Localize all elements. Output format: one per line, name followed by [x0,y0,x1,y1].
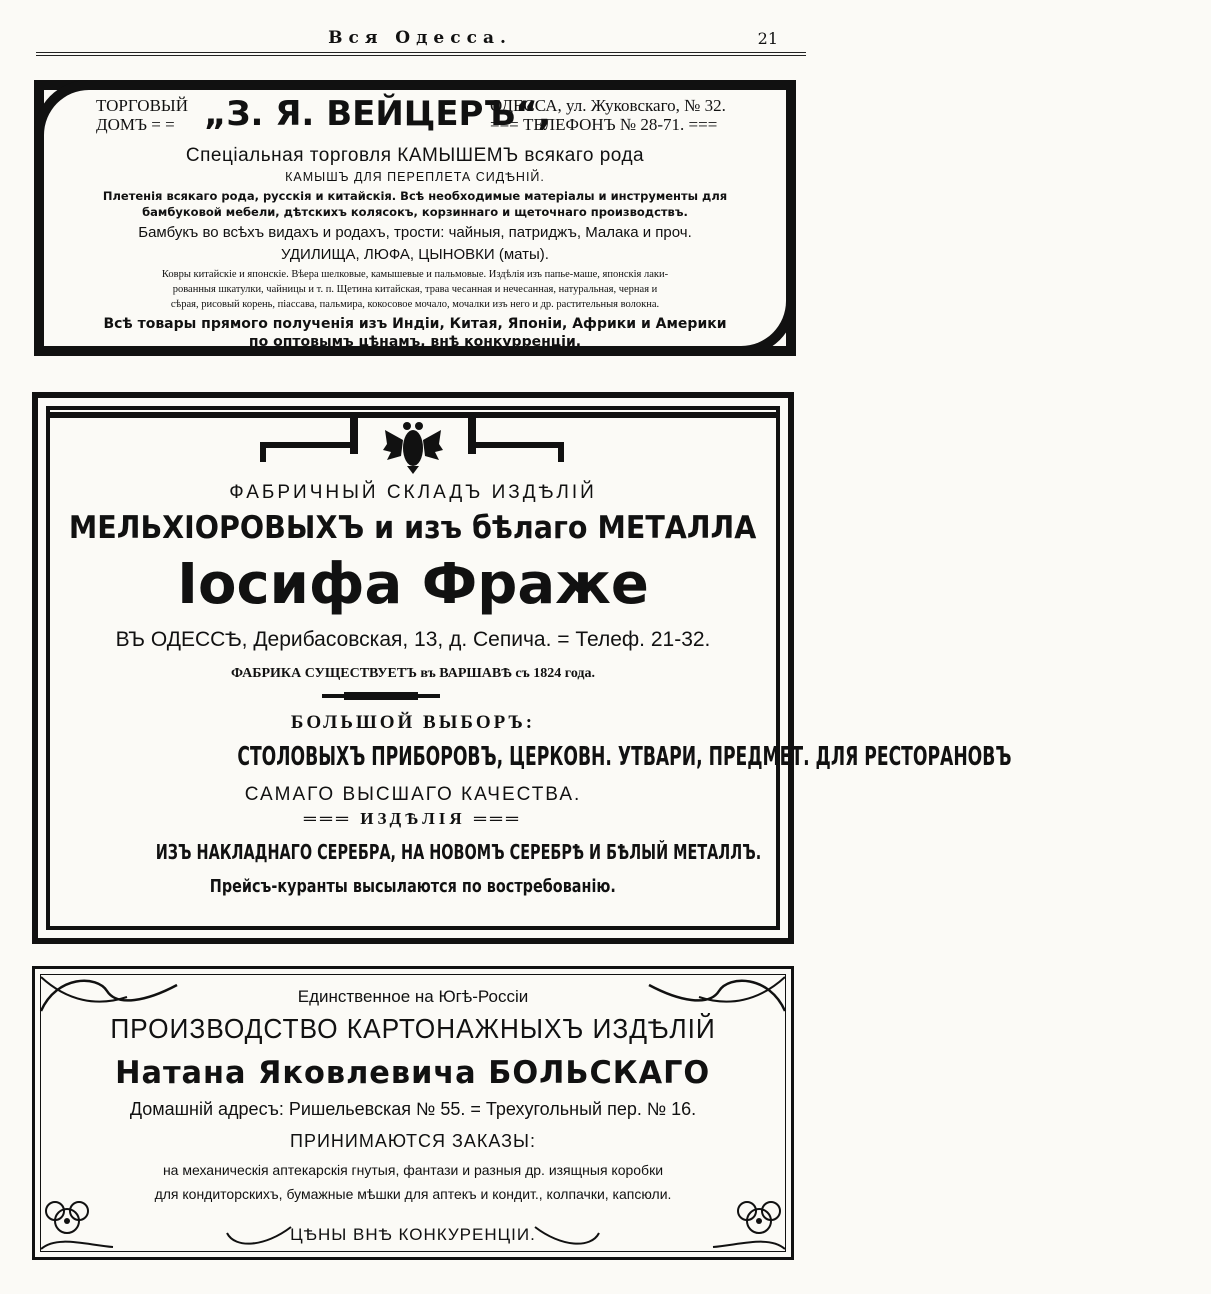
specialty-line: Спеціальная торговля КАМЫШЕМЪ всякаго рода [185,145,645,166]
price-list-line: Прейсъ-куранты высылаются по востребованію. [209,876,617,897]
production-heading: ПРОИЗВОДСТВО КАРТОНАЖНЫХЪ ИЗДѢЛІЙ [110,1013,716,1044]
address: ОДЕССА, ул. Жуковскаго, № 32. [490,96,726,115]
quality-line: САМАГО ВЫСШАГО КАЧЕСТВА. [244,784,582,805]
house-label-1: ТОРГОВЫЙ [96,96,189,115]
body-line: на механическія аптекарскія гнутыя, фантази и разныя др. изящныя коробки [162,1162,664,1178]
phone: === ТЕЛЕФОНЪ № 28-71. === [490,115,718,134]
advert-frage [32,392,1012,944]
body-line: Плетенія всякаго рода, русскія и китайскія. Всѣ необходимые матеріалы и инструменты для [102,189,728,203]
body-line: для кондиторскихъ, бумажные мѣшки для аптекъ и кондит., колпачки, капсюли. [154,1186,672,1202]
heading-line-large: МЕЛЬХІОРОВЫХЪ и изъ бѣлаго МЕТАЛЛА [69,510,757,546]
address: ВЪ ОДЕССѢ, Дерибасовская, 13, д. Сепича. = Телеф. 21-32. [115,628,711,651]
body-line-small: сѣрая, рисовый корень, піассава, пальмира, кокосовое мочало, мочалки изъ него и др. растительныя волокна. [170,299,660,310]
advert-weitzer [34,80,796,356]
firm-name: Іосифа Фраже [177,552,649,617]
materials-line: ИЗЪ НАКЛАДНАГО СЕРЕБРА, НА НОВОМЪ СЕРЕБРѢ И БѢЛЫЙ МЕТАЛЛЪ. [155,840,762,864]
body-line: по оптовымъ цѣнамъ, внѣ конкурренціи. [248,334,582,350]
address: Домашній адресъ: Ришельевская № 55. = Трехугольный пер. № 16. [129,1099,697,1119]
header-rule [36,52,806,56]
divider [344,692,418,700]
heading-line: ФАБРИЧНЫЙ СКЛАДЪ ИЗДѢЛІЙ [229,482,597,503]
eagle-ornament-bar [50,412,776,482]
body-line: Бамбукъ во всѣхъ видахъ и родахъ, трости: чайныя, патриджъ, Малака и проч. [138,224,692,241]
frame-curl-ornament [34,80,104,150]
house-label-2: ДОМЪ = = [96,115,175,134]
orders-heading: ПРИНИМАЮТСЯ ЗАКАЗЫ: [290,1131,536,1151]
subheading: КАМЫШЪ ДЛЯ ПЕРЕПЛЕТА СИДѢНІЙ. [285,170,545,184]
products-line: СТОЛОВЫХЪ ПРИБОРОВЪ, ЦЕРКОВН. УТВАРИ, ПРЕДМЕТ. ДЛЯ РЕСТОРАНОВЪ [237,742,1012,772]
firm-name: „З. Я. ВЕЙЦЕРЪ“, [204,94,551,134]
body-line-small: Ковры китайскіе и японскіе. Вѣера шелковые, камышевые и пальмовые. Издѣлія изъ папье-маше, японскія лаки- [161,269,669,280]
price-line: ЦѢНЫ ВНѢ КОНКУРЕНЦІИ. [290,1225,536,1244]
big-choice-line: БОЛЬШОЙ ВЫБОРЪ: [290,712,536,733]
body-line-small: рованныя шкатулки, чайницы и т. п. Щетина китайская, трава чесанная и нечесанная, натуральная, черная и [172,284,658,295]
tagline: Единственное на Югѣ-Россіи [297,987,529,1006]
items-heading: ═══ ИЗДѢЛІЯ ═══ [303,809,523,828]
page-number: 21 [757,29,778,48]
eagle-icon [383,412,443,474]
running-header-title: Вся Одесса. [328,28,512,48]
body-line: бамбуковой мебели, дѣтскихъ колясокъ, корзиннаго и щеточнаго производствъ. [142,205,688,219]
founded-line: ФАБРИКА СУЩЕСТВУЕТЪ въ ВАРШАВѢ съ 1824 года. [230,666,595,681]
body-line: Всѣ товары прямого полученія изъ Индіи, Китая, Японіи, Африки и Америки [103,316,727,332]
advert-bolsky [32,966,794,1260]
owner-name: Натана Яковлевича БОЛЬСКАГО [115,1055,711,1091]
body-line: УДИЛИЩА, ЛЮФА, ЦЫНОВКИ (маты). [281,246,549,263]
